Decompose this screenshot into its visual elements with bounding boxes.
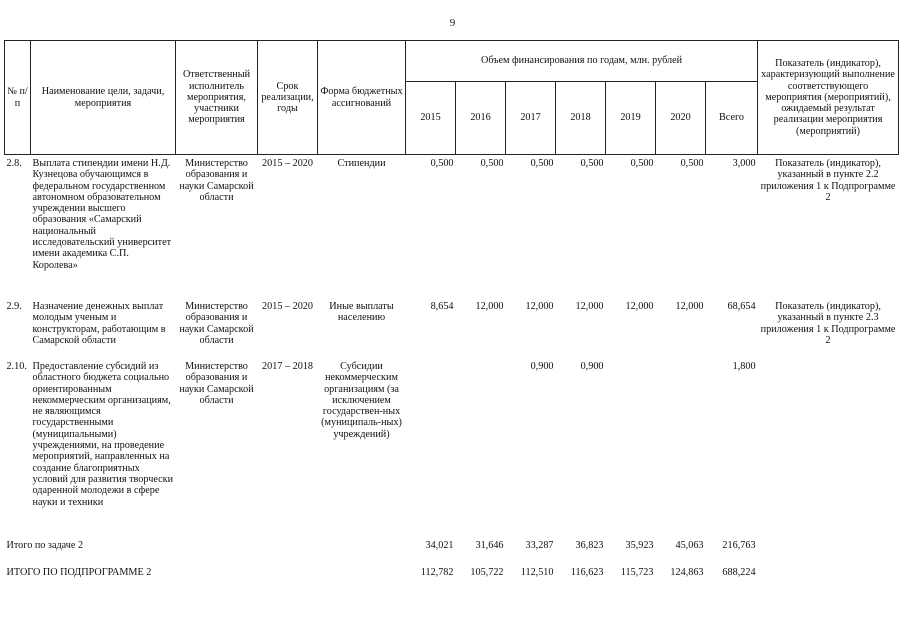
- row-indicator: Показатель (индикатор), указанный в пункте 2.3 приложения 1 к Подпрограмме 2: [760, 301, 896, 346]
- empty-cell: [758, 526, 899, 553]
- row-indicator: Показатель (индикатор), указанный в пункте 2.2 приложения 1 к Подпрограмме 2: [760, 158, 896, 203]
- row-period: 2015 – 2020: [262, 301, 313, 312]
- total-value: 34,021: [425, 539, 454, 551]
- row-name: Предоставление субсидий из областного бюджета социально ориентированным некоммерческим организациям, не являющимся государственными (муниципальными) учреждениями, на проведение мероприятий, направленных на создание благоприятных условий для развития творчески одаренной молодежи в сфере науки и техники: [32, 361, 174, 508]
- program-table: [4, 40, 899, 580]
- total-value: 36,823: [575, 539, 604, 551]
- value-cell: 0,500: [530, 158, 554, 169]
- empty-cell: [758, 553, 899, 580]
- total-value: 31,646: [475, 539, 504, 551]
- page-number: 9: [449, 17, 456, 29]
- total-sum: 688,224: [722, 566, 756, 578]
- value-cell: [456, 358, 506, 526]
- value-total-cell: 3,000: [732, 158, 756, 169]
- value-cell: 0,900: [530, 361, 554, 372]
- value-cell: 0,500: [580, 158, 604, 169]
- row-executor: Министерство образования и науки Самарской области: [179, 361, 254, 406]
- total-value: 33,287: [525, 539, 554, 551]
- total-header: Всего: [706, 82, 758, 155]
- value-cell: 0,900: [580, 361, 604, 372]
- row-num: 2.10.: [6, 361, 27, 372]
- value-cell: 12,000: [525, 301, 554, 312]
- value-total-cell: 68,654: [727, 301, 756, 312]
- table-row: [5, 298, 899, 358]
- value-cell: 0,500: [430, 158, 454, 169]
- row-form: Стипендии: [337, 158, 386, 169]
- col-form-header: Форма бюджетных ассигнований: [318, 41, 406, 155]
- value-cell: 0,500: [630, 158, 654, 169]
- year-header: 2016: [456, 82, 506, 155]
- total-value: 35,923: [625, 539, 654, 551]
- value-cell: 12,000: [675, 301, 704, 312]
- table-row: [5, 155, 899, 299]
- total-value: 112,782: [420, 566, 454, 578]
- row-num: 2.9.: [6, 301, 22, 312]
- total-label: Итого по задаче 2: [6, 539, 84, 551]
- total-label: ИТОГО ПО ПОДПРОГРАММЕ 2: [6, 566, 152, 578]
- row-form: Субсидии некоммерческим организациям (за исключением государствен-ных (муниципаль-ных) учреждений): [321, 361, 402, 440]
- row-executor: Министерство образования и науки Самарской области: [179, 301, 254, 346]
- col-num-header: № п/п: [5, 41, 31, 155]
- row-name: Выплата стипендии имени Н.Д. Кузнецова обучающимся в федеральном государственном автономном образовательном учреждении высшего образования «Самарский национальный исследовательский университет имени академика С.П. Королева»: [32, 158, 172, 271]
- col-executor-header: Ответственный исполнитель мероприятия, участники мероприятия: [176, 41, 258, 155]
- year-header: 2020: [656, 82, 706, 155]
- row-form: Иные выплаты населению: [329, 301, 394, 324]
- total-value: 124,863: [670, 566, 704, 578]
- value-cell: 12,000: [625, 301, 654, 312]
- header-row: [5, 41, 899, 82]
- row-period: 2017 – 2018: [262, 361, 313, 372]
- col-name-header: Наименование цели, задачи, мероприятия: [31, 41, 176, 155]
- value-total-cell: 1,800: [732, 361, 756, 372]
- col-indicator-header: Показатель (индикатор), характеризующий выполнение соответствующего мероприятия (мероприятий), ожидаемый результат реализации мероприятия (мероприятий): [758, 41, 899, 155]
- row-indicator: [758, 358, 899, 526]
- value-cell: 0,500: [480, 158, 504, 169]
- value-cell: 12,000: [475, 301, 504, 312]
- value-cell: [406, 358, 456, 526]
- row-name: Назначение денежных выплат молодым ученым и конструкторам, работающим в Самарской области: [32, 301, 166, 346]
- row-period: 2015 – 2020: [262, 158, 313, 169]
- year-header: 2017: [506, 82, 556, 155]
- row-num: 2.8.: [6, 158, 22, 169]
- row-executor: Министерство образования и науки Самарской области: [179, 158, 254, 203]
- year-header: 2019: [606, 82, 656, 155]
- col-period-header: Срок реализации, годы: [258, 41, 318, 155]
- total-value: 105,722: [470, 566, 504, 578]
- total-value: 45,063: [675, 539, 704, 551]
- year-header: 2018: [556, 82, 606, 155]
- total-row-task: [5, 526, 899, 553]
- total-value: 116,623: [570, 566, 604, 578]
- total-sum: 216,763: [722, 539, 756, 551]
- table-row: [5, 358, 899, 526]
- year-header: 2015: [406, 82, 456, 155]
- value-cell: 0,500: [680, 158, 704, 169]
- value-cell: 8,654: [430, 301, 454, 312]
- value-cell: [606, 358, 656, 526]
- total-value: 112,510: [520, 566, 554, 578]
- total-row-subprogram: [5, 553, 899, 580]
- total-value: 115,723: [620, 566, 654, 578]
- value-cell: [656, 358, 706, 526]
- value-cell: 12,000: [575, 301, 604, 312]
- col-funding-header: Объем финансирования по годам, млн. рублей: [406, 41, 758, 82]
